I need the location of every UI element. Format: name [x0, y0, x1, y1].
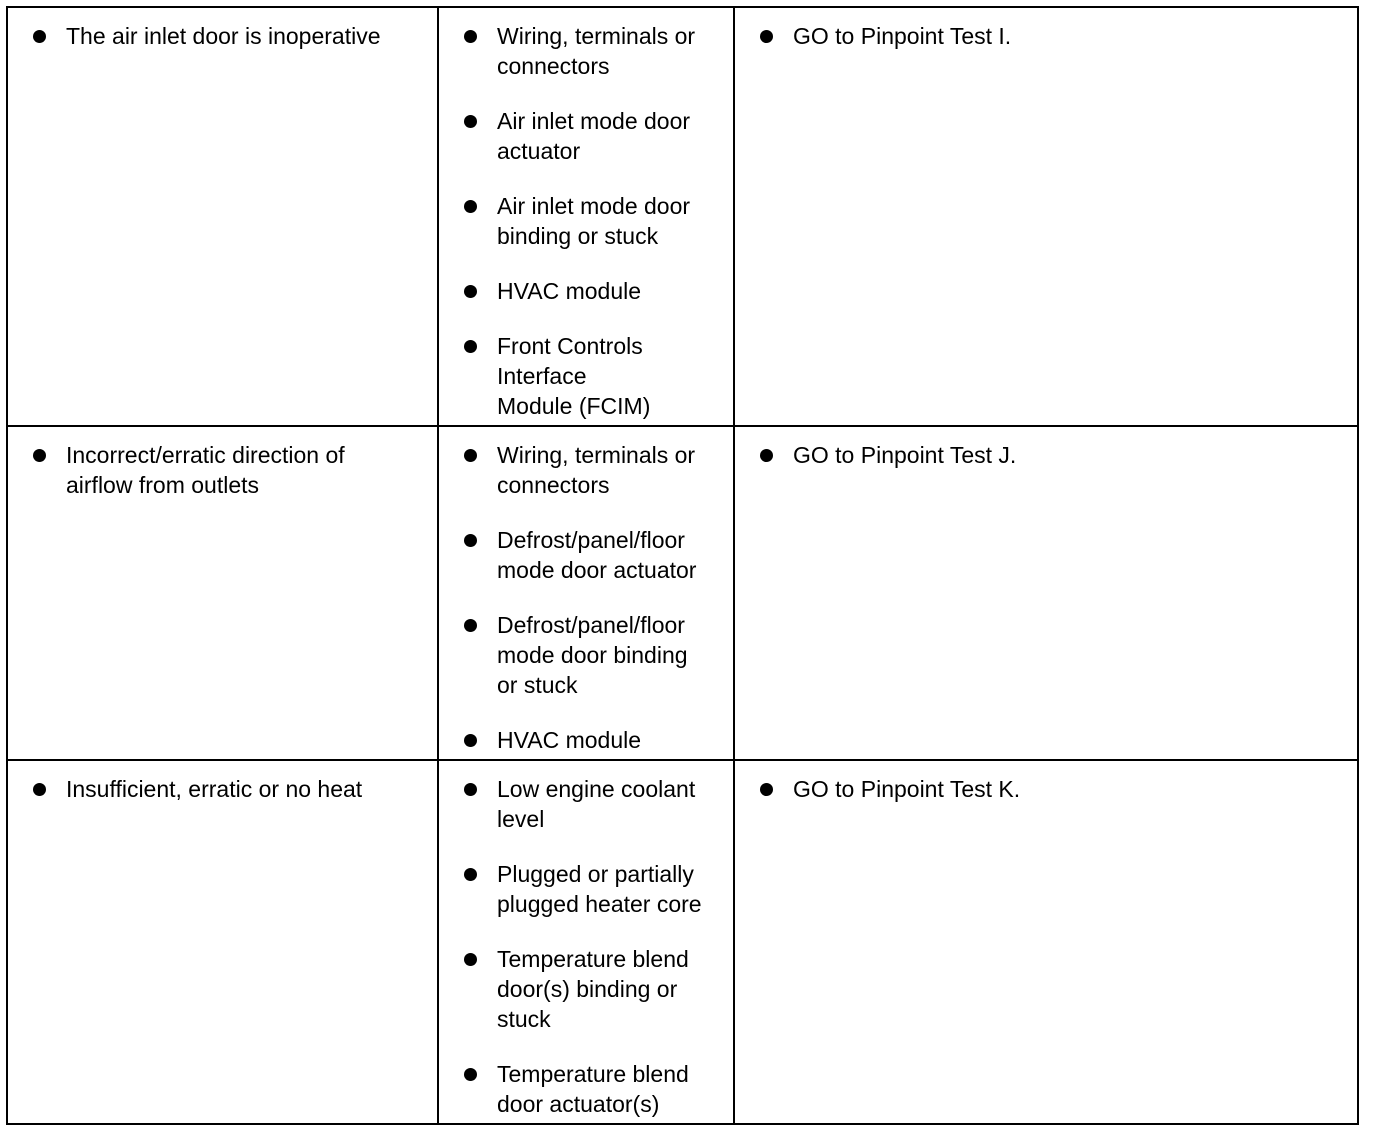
list-item — [735, 774, 1347, 804]
bullet-icon — [760, 449, 773, 462]
bullet-icon — [33, 783, 46, 796]
table-row — [7, 426, 1358, 760]
condition-text: The air inlet door is inoperative — [66, 23, 381, 49]
action-cell — [734, 426, 1358, 760]
bullet-icon — [464, 534, 477, 547]
list-item — [439, 610, 723, 700]
list-item — [8, 21, 427, 51]
bullet-icon — [760, 30, 773, 43]
symptom-chart-table — [6, 6, 1359, 1125]
source-text: Air inlet mode door actuator — [497, 108, 691, 164]
list-item — [735, 440, 1347, 470]
source-text: Low engine coolant level — [497, 776, 696, 832]
bullet-icon — [464, 619, 477, 632]
action-cell — [734, 7, 1358, 426]
source-text: Wiring, terminals or connectors — [497, 442, 696, 498]
bullet-icon — [33, 449, 46, 462]
possible-source-cell — [438, 760, 734, 1124]
source-text: Plugged or partially plugged heater core — [497, 861, 702, 917]
action-list — [735, 761, 1357, 804]
list-item — [439, 276, 723, 306]
bullet-icon — [464, 1068, 477, 1081]
bullet-icon — [464, 449, 477, 462]
list-item — [439, 331, 723, 421]
condition-list — [8, 761, 437, 804]
bullet-icon — [464, 340, 477, 353]
condition-text: Insufficient, erratic or no heat — [66, 776, 363, 802]
condition-cell — [7, 7, 438, 426]
list-item — [735, 21, 1347, 51]
list-item — [439, 106, 723, 166]
action-text: GO to Pinpoint Test I. — [793, 23, 1012, 49]
condition-list — [8, 8, 437, 51]
condition-list — [8, 427, 437, 500]
source-text: Air inlet mode door binding or stuck — [497, 193, 691, 249]
bullet-icon — [464, 953, 477, 966]
source-text: Wiring, terminals or connectors — [497, 23, 696, 79]
list-item — [439, 525, 723, 585]
list-item — [439, 1059, 723, 1119]
source-text: HVAC module — [497, 727, 642, 753]
bullet-icon — [464, 868, 477, 881]
table-row — [7, 7, 1358, 426]
source-text: Defrost/panel/floor mode door binding or stuck — [497, 612, 688, 698]
source-list — [439, 8, 733, 421]
bullet-icon — [760, 783, 773, 796]
list-item — [439, 944, 723, 1034]
bullet-icon — [464, 115, 477, 128]
action-cell — [734, 760, 1358, 1124]
condition-cell — [7, 426, 438, 760]
action-text: GO to Pinpoint Test K. — [793, 776, 1021, 802]
bullet-icon — [464, 783, 477, 796]
list-item — [8, 774, 427, 804]
bullet-icon — [464, 285, 477, 298]
list-item — [439, 191, 723, 251]
bullet-icon — [464, 30, 477, 43]
list-item — [439, 774, 723, 834]
source-text: Temperature blend door(s) binding or stuck — [497, 946, 689, 1032]
source-list — [439, 761, 733, 1119]
source-text: Temperature blend door actuator(s) — [497, 1061, 689, 1117]
possible-source-cell — [438, 7, 734, 426]
bullet-icon — [464, 200, 477, 213]
action-list — [735, 8, 1357, 51]
source-list — [439, 427, 733, 755]
source-text: HVAC module — [497, 278, 642, 304]
condition-cell — [7, 760, 438, 1124]
list-item — [439, 440, 723, 500]
list-item — [8, 440, 427, 500]
action-text: GO to Pinpoint Test J. — [793, 442, 1017, 468]
table-row — [7, 760, 1358, 1124]
source-text: Defrost/panel/floor mode door actuator — [497, 527, 697, 583]
list-item — [439, 859, 723, 919]
action-list — [735, 427, 1357, 470]
possible-source-cell — [438, 426, 734, 760]
condition-text: Incorrect/erratic direction of airflow from outlets — [66, 442, 345, 498]
list-item — [439, 21, 723, 81]
bullet-icon — [464, 734, 477, 747]
bullet-icon — [33, 30, 46, 43]
list-item — [439, 725, 723, 755]
source-text: Front Controls Interface Module (FCIM) — [497, 333, 651, 419]
